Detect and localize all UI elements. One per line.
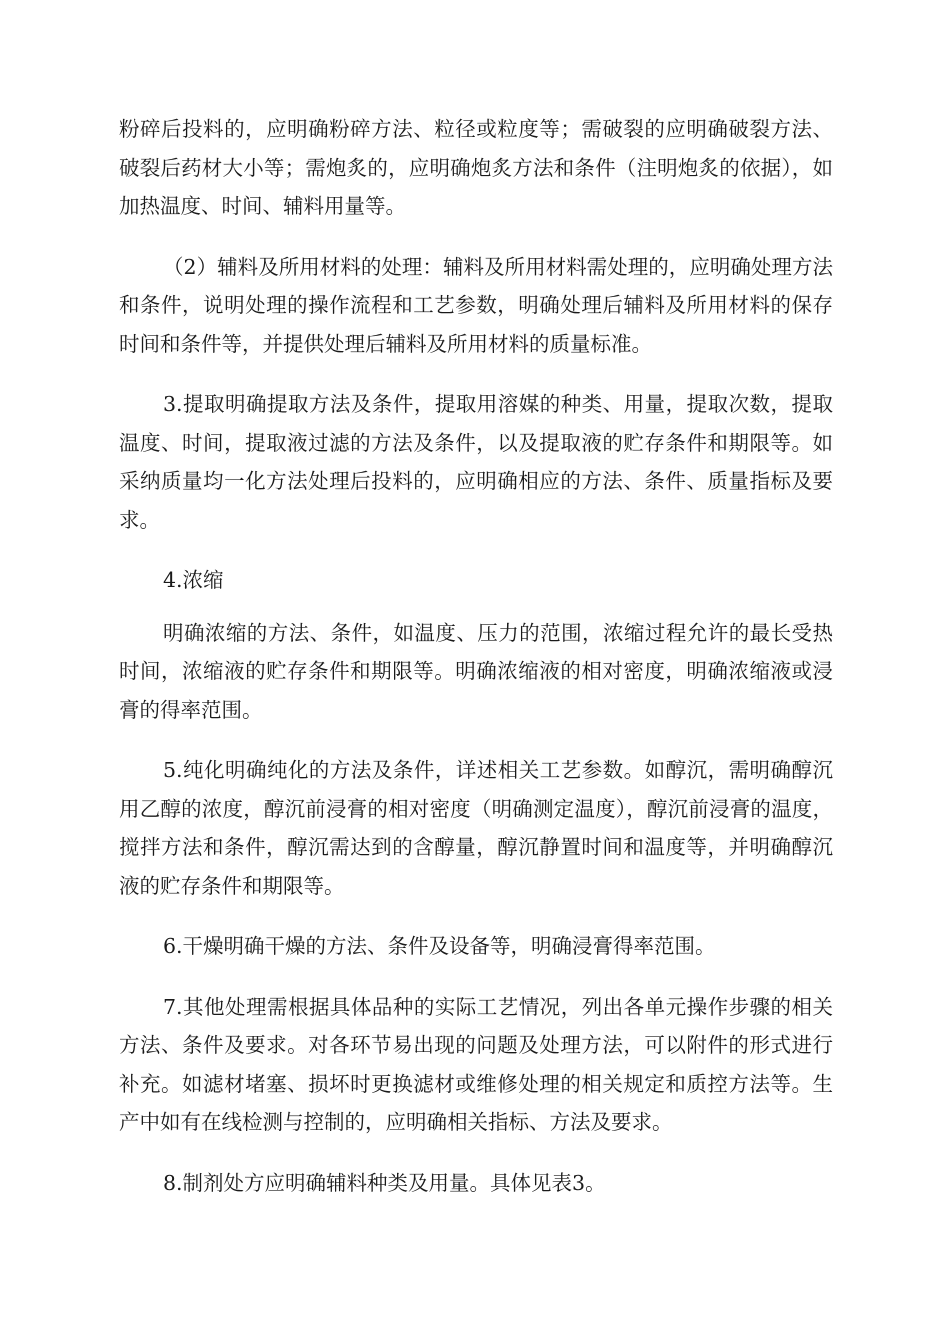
- paragraph-extraction: 3.提取明确提取方法及条件，提取用溶媒的种类、用量，提取次数，提取温度、时间，提取液过滤的方法及条件，以及提取液的贮存条件和期限等。如采纳质量均一化方法处理后投料的，应明确相应的方法、条件、质量指标及要求。: [119, 392, 833, 532]
- paragraph-drying: 6.干燥明确干燥的方法、条件及设备等，明确浸膏得率范围。: [163, 934, 716, 958]
- paragraph-pretreatment-continued: 粉碎后投料的，应明确粉碎方法、粒径或粒度等；需破裂的应明确破裂方法、破裂后药材大小等；需炮炙的，应明确炮炙方法和条件（注明炮炙的依据），如加热温度、时间、辅料用量等。: [119, 117, 833, 218]
- heading-concentration: 4.浓缩: [163, 568, 224, 592]
- paragraph-purification: 5.纯化明确纯化的方法及条件，详述相关工艺参数。如醇沉，需明确醇沉用乙醇的浓度，醇沉前浸膏的相对密度（明确测定温度），醇沉前浸膏的温度，搅拌方法和条件，醇沉需达到的含醇量，醇沉静置时间和温度等，并明确醇沉液的贮存条件和期限等。: [119, 758, 833, 898]
- paragraph-other-processing: 7.其他处理需根据具体品种的实际工艺情况，列出各单元操作步骤的相关方法、条件及要求。对各环节易出现的问题及处理方法，可以附件的形式进行补充。如滤材堵塞、损坏时更换滤材或维修处理的相关规定和质控方法等。生产中如有在线检测与控制的，应明确相关指标、方法及要求。: [119, 994, 833, 1134]
- paragraph-concentration: 明确浓缩的方法、条件，如温度、压力的范围，浓缩过程允许的最长受热时间，浓缩液的贮存条件和期限等。明确浓缩液的相对密度，明确浓缩液或浸膏的得率范围。: [119, 620, 833, 722]
- document-body: [119, 110, 833, 1224]
- paragraph-formulation: 8.制剂处方应明确辅料种类及用量。具体见表3。: [163, 1170, 606, 1195]
- paragraph-excipient-processing: （2）辅料及所用材料的处理：辅料及所用材料需处理的，应明确处理方法和条件，说明处理的操作流程和工艺参数，明确处理后辅料及所用材料的保存时间和条件等，并提供处理后辅料及所用材料的质量标准。: [119, 254, 833, 356]
